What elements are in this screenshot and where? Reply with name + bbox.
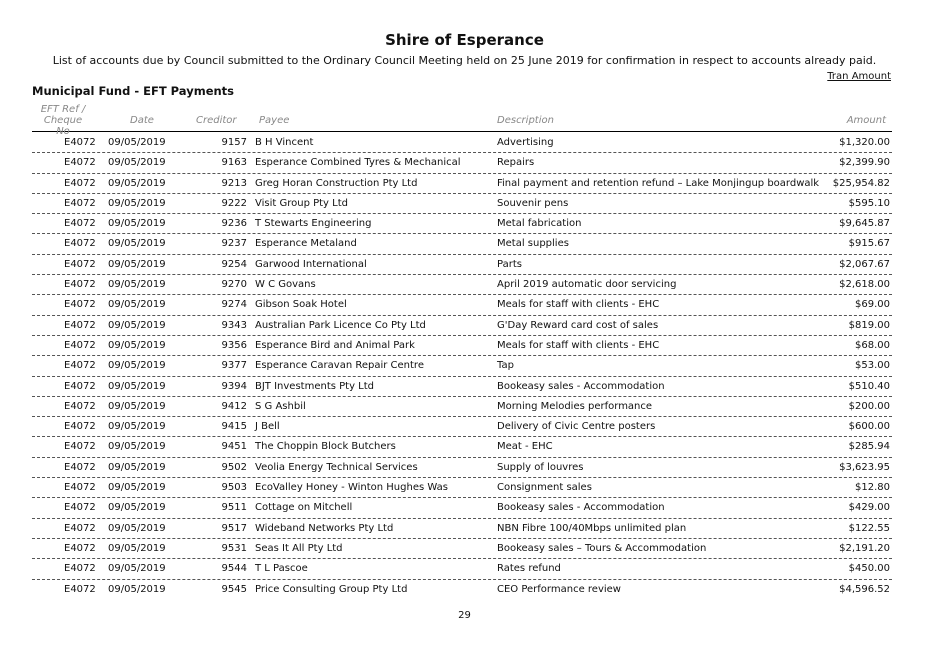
table-row (32, 417, 892, 437)
cell-ref: E4072 (64, 482, 96, 494)
cell-payee: S G Ashbil (255, 400, 306, 412)
cell-ref: E4072 (64, 360, 96, 372)
cell-description: G'Day Reward card cost of sales (497, 319, 659, 331)
cell-creditor: 9274 (221, 299, 247, 311)
cell-date: 09/05/2019 (108, 360, 166, 372)
cell-date: 09/05/2019 (108, 197, 166, 209)
cell-amount: $3,623.95 (839, 461, 890, 473)
table-row (32, 234, 892, 254)
cell-amount: $429.00 (848, 502, 890, 514)
cell-amount: $595.10 (848, 197, 890, 209)
cell-amount: $2,618.00 (839, 279, 890, 291)
cell-ref: E4072 (64, 441, 96, 453)
cell-ref: E4072 (64, 542, 96, 554)
cell-date: 09/05/2019 (108, 157, 166, 169)
table-row (32, 478, 892, 498)
cell-payee: Visit Group Pty Ltd (255, 197, 348, 209)
table-row (32, 214, 892, 234)
table-row (32, 377, 892, 397)
cell-creditor: 9412 (221, 400, 247, 412)
cell-date: 09/05/2019 (108, 482, 166, 494)
table-row (32, 295, 892, 315)
cell-description: Meals for staff with clients - EHC (497, 299, 660, 311)
cell-amount: $53.00 (855, 360, 890, 372)
cell-payee: Esperance Combined Tyres & Mechanical (255, 157, 461, 169)
cell-description: CEO Performance review (497, 583, 621, 595)
cell-date: 09/05/2019 (108, 542, 166, 554)
cell-amount: $200.00 (848, 400, 890, 412)
table-row (32, 356, 892, 376)
cell-ref: E4072 (64, 502, 96, 514)
document-subtitle: List of accounts due by Council submitted to the Ordinary Council Meeting held on 25 June 2019 for confirmation in respect to accounts already paid. (52, 54, 877, 67)
cell-description: Parts (497, 258, 522, 270)
cell-creditor: 9163 (221, 157, 247, 169)
tran-amount-label: Tran Amount (827, 71, 891, 82)
cell-date: 09/05/2019 (108, 177, 166, 189)
cell-amount: $69.00 (855, 299, 890, 311)
cell-creditor: 9451 (221, 441, 247, 453)
page-number: 29 (458, 610, 471, 621)
cell-description: Tap (497, 360, 514, 372)
cell-description: NBN Fibre 100/40Mbps unlimited plan (497, 522, 687, 534)
header-amount: Amount (846, 115, 886, 126)
cell-description: Metal fabrication (497, 218, 582, 230)
cell-ref: E4072 (64, 400, 96, 412)
cell-creditor: 9254 (221, 258, 247, 270)
cell-payee: Wideband Networks Pty Ltd (255, 522, 394, 534)
cell-ref: E4072 (64, 218, 96, 230)
table-row (32, 316, 892, 336)
cell-payee: Esperance Caravan Repair Centre (255, 360, 424, 372)
cell-payee: T L Pascoe (255, 563, 308, 575)
cell-payee: The Choppin Block Butchers (255, 441, 396, 453)
cell-ref: E4072 (64, 279, 96, 291)
cell-amount: $450.00 (848, 563, 890, 575)
cell-description: Bookeasy sales - Accommodation (497, 502, 665, 514)
cell-date: 09/05/2019 (108, 583, 166, 595)
table-row (32, 519, 892, 539)
cell-ref: E4072 (64, 157, 96, 169)
document-title: Shire of Esperance (385, 31, 544, 49)
cell-payee: Garwood International (255, 258, 367, 270)
cell-payee: EcoValley Honey - Winton Hughes Was (255, 482, 448, 494)
cell-date: 09/05/2019 (108, 441, 166, 453)
cell-date: 09/05/2019 (108, 279, 166, 291)
cell-ref: E4072 (64, 421, 96, 433)
cell-description: Meals for staff with clients - EHC (497, 339, 660, 351)
cell-description: Morning Melodies performance (497, 400, 653, 412)
cell-ref: E4072 (64, 137, 96, 148)
table-row (32, 174, 892, 194)
cell-creditor: 9544 (221, 563, 247, 575)
cell-creditor: 9236 (221, 218, 247, 230)
table-row (32, 539, 892, 559)
cell-date: 09/05/2019 (108, 238, 166, 250)
cell-description: Meat - EHC (497, 441, 553, 453)
cell-date: 09/05/2019 (108, 380, 166, 392)
cell-date: 09/05/2019 (108, 339, 166, 351)
cell-description: April 2019 automatic door servicing (497, 279, 677, 291)
cell-payee: Gibson Soak Hotel (255, 299, 347, 311)
cell-description: Supply of louvres (497, 461, 584, 473)
cell-payee: B H Vincent (255, 137, 314, 148)
table-row (32, 255, 892, 275)
cell-amount: $4,596.52 (839, 583, 890, 595)
cell-payee: Esperance Metaland (255, 238, 357, 250)
cell-description: Advertising (497, 137, 554, 148)
cell-description: Final payment and retention refund – Lake Monjingup boardwalk (497, 177, 820, 189)
table-row (32, 397, 892, 417)
cell-description: Rates refund (497, 563, 561, 575)
cell-ref: E4072 (64, 238, 96, 250)
cell-ref: E4072 (64, 461, 96, 473)
table-row (32, 458, 892, 478)
cell-payee: Esperance Bird and Animal Park (255, 339, 415, 351)
cell-creditor: 9237 (221, 238, 247, 250)
cell-amount: $122.55 (848, 522, 890, 534)
table-row (32, 437, 892, 457)
cell-creditor: 9517 (221, 522, 247, 534)
cell-creditor: 9157 (221, 137, 247, 148)
cell-creditor: 9356 (221, 339, 247, 351)
cell-amount: $600.00 (848, 421, 890, 433)
table-row (32, 133, 892, 153)
cell-amount: $915.67 (848, 238, 890, 250)
cell-date: 09/05/2019 (108, 137, 166, 148)
header-creditor: Creditor (196, 115, 237, 126)
cell-amount: $285.94 (848, 441, 890, 453)
cell-payee: Australian Park Licence Co Pty Ltd (255, 319, 426, 331)
cell-creditor: 9394 (221, 380, 247, 392)
cell-creditor: 9343 (221, 319, 247, 331)
cell-date: 09/05/2019 (108, 522, 166, 534)
cell-payee: Cottage on Mitchell (255, 502, 353, 514)
cell-payee: W C Govans (255, 279, 316, 291)
cell-date: 09/05/2019 (108, 258, 166, 270)
cell-ref: E4072 (64, 258, 96, 270)
header-date: Date (130, 115, 154, 126)
cell-amount: $819.00 (848, 319, 890, 331)
cell-description: Bookeasy sales - Accommodation (497, 380, 665, 392)
cell-payee: T Stewarts Engineering (255, 218, 372, 230)
cell-ref: E4072 (64, 197, 96, 209)
cell-creditor: 9531 (221, 542, 247, 554)
table-row (32, 559, 892, 579)
cell-date: 09/05/2019 (108, 502, 166, 514)
cell-creditor: 9213 (221, 177, 247, 189)
table-row (32, 498, 892, 518)
table-header (32, 100, 892, 137)
header-ref: EFT Ref / Cheque No (40, 104, 86, 137)
cell-amount: $2,191.20 (839, 542, 890, 554)
table-row (32, 275, 892, 295)
cell-description: Repairs (497, 157, 535, 169)
table-row (32, 153, 892, 173)
cell-date: 09/05/2019 (108, 218, 166, 230)
cell-ref: E4072 (64, 380, 96, 392)
cell-ref: E4072 (64, 339, 96, 351)
table-row (32, 336, 892, 356)
cell-date: 09/05/2019 (108, 461, 166, 473)
header-description: Description (497, 115, 554, 126)
cell-amount: $510.40 (848, 380, 890, 392)
header-payee: Payee (259, 115, 290, 126)
cell-date: 09/05/2019 (108, 421, 166, 433)
cell-amount: $2,399.90 (839, 157, 890, 169)
cell-ref: E4072 (64, 299, 96, 311)
cell-date: 09/05/2019 (108, 563, 166, 575)
cell-ref: E4072 (64, 563, 96, 575)
payments-table (32, 133, 892, 599)
cell-description: Metal supplies (497, 238, 569, 250)
cell-amount: $2,067.67 (839, 258, 890, 270)
cell-payee: J Bell (255, 421, 280, 433)
cell-description: Bookeasy sales – Tours & Accommodation (497, 542, 707, 554)
cell-creditor: 9415 (221, 421, 247, 433)
cell-creditor: 9511 (221, 502, 247, 514)
cell-creditor: 9222 (221, 197, 247, 209)
cell-payee: Seas It All Pty Ltd (255, 542, 343, 554)
cell-creditor: 9503 (221, 482, 247, 494)
cell-amount: $1,320.00 (839, 137, 890, 148)
cell-description: Souvenir pens (497, 197, 569, 209)
cell-payee: Price Consulting Group Pty Ltd (255, 583, 408, 595)
cell-description: Consignment sales (497, 482, 592, 494)
cell-ref: E4072 (64, 522, 96, 534)
cell-creditor: 9377 (221, 360, 247, 372)
cell-payee: BJT Investments Pty Ltd (255, 380, 375, 392)
cell-ref: E4072 (64, 583, 96, 595)
cell-ref: E4072 (64, 319, 96, 331)
cell-creditor: 9545 (221, 583, 247, 595)
cell-payee: Greg Horan Construction Pty Ltd (255, 177, 418, 189)
section-title: Municipal Fund - EFT Payments (32, 84, 235, 98)
table-row (32, 194, 892, 214)
cell-amount: $68.00 (855, 339, 890, 351)
cell-amount: $12.80 (855, 482, 890, 494)
cell-date: 09/05/2019 (108, 400, 166, 412)
cell-ref: E4072 (64, 177, 96, 189)
table-row (32, 580, 892, 599)
cell-creditor: 9270 (221, 279, 247, 291)
cell-date: 09/05/2019 (108, 299, 166, 311)
cell-amount: $9,645.87 (839, 218, 890, 230)
cell-date: 09/05/2019 (108, 319, 166, 331)
cell-payee: Veolia Energy Technical Services (255, 461, 418, 473)
cell-amount: $25,954.82 (832, 177, 890, 189)
cell-creditor: 9502 (221, 461, 247, 473)
cell-description: Delivery of Civic Centre posters (497, 421, 656, 433)
